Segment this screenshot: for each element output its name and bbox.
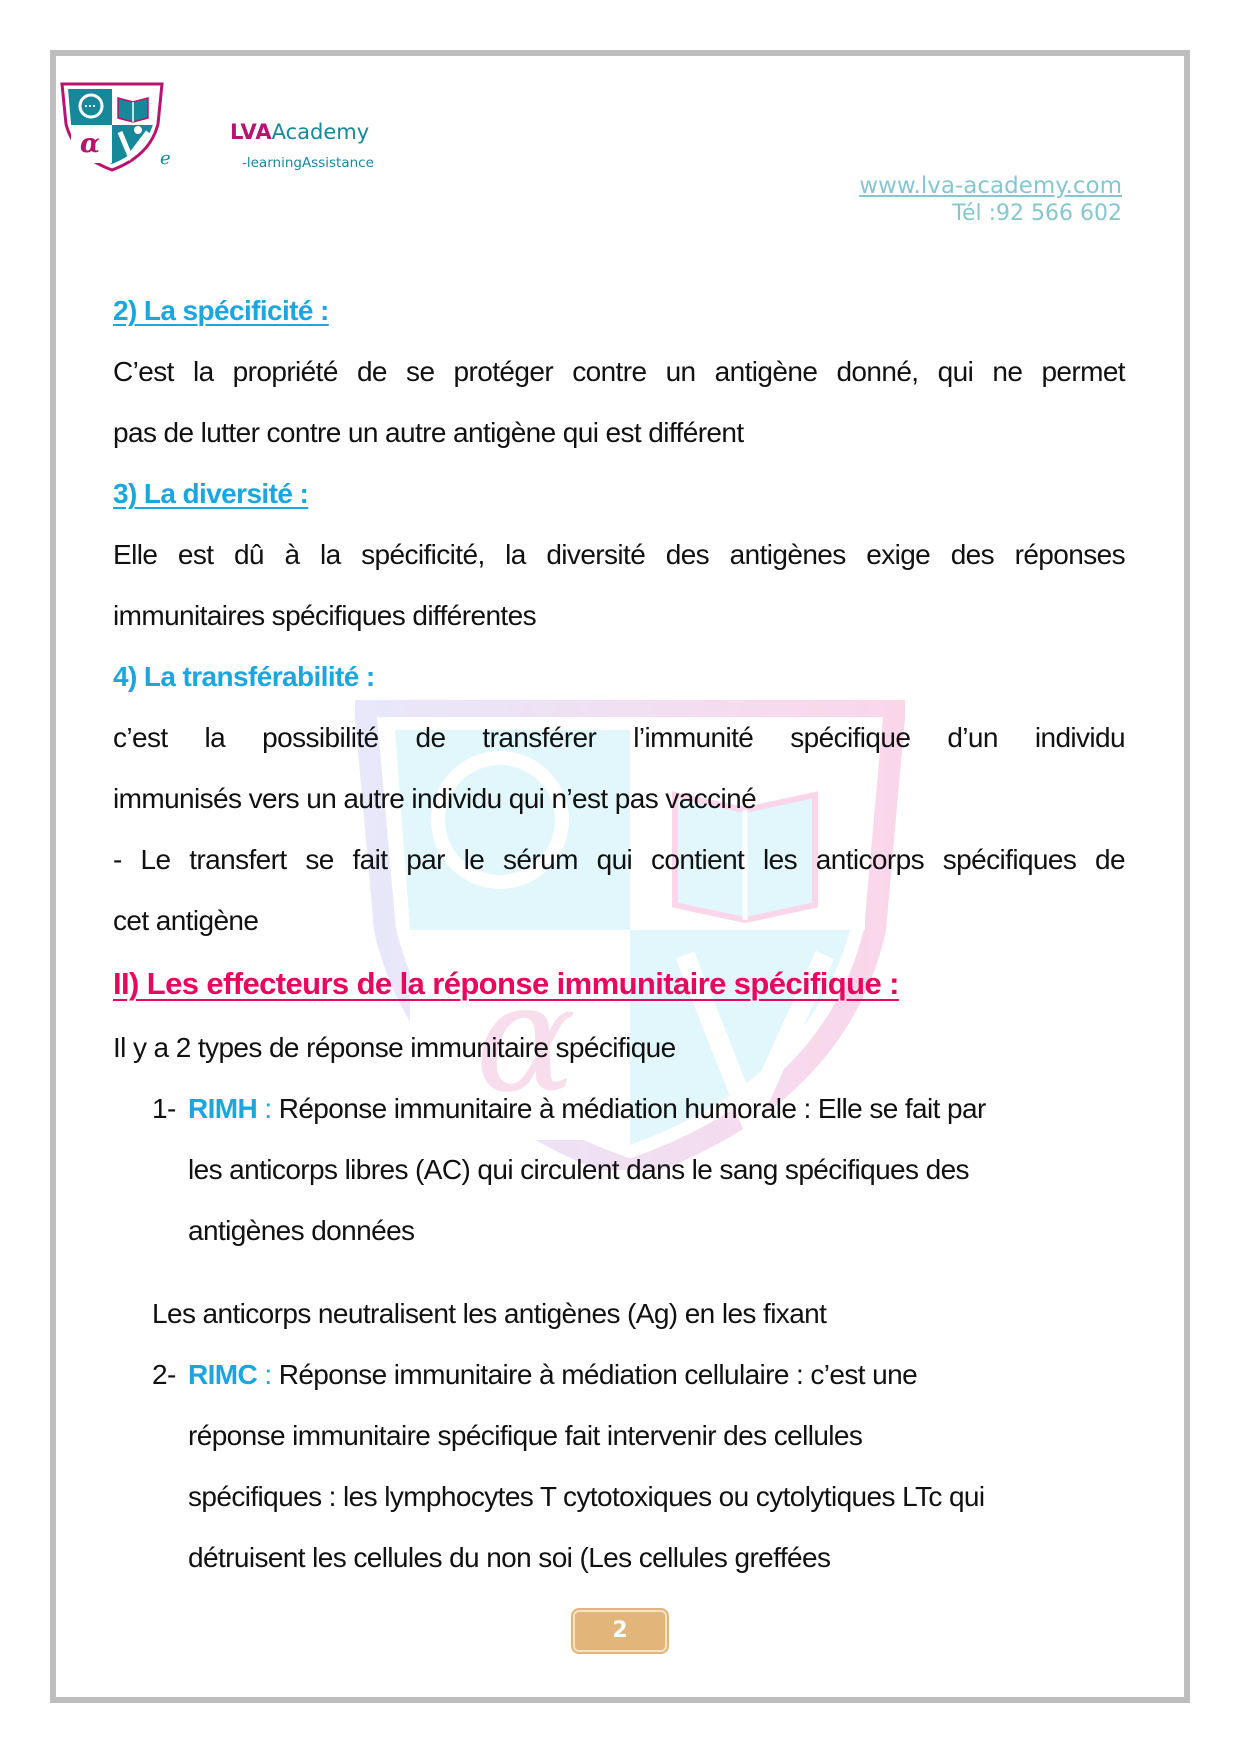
- acronym: RIMC: [188, 1359, 258, 1390]
- section-diversite: [113, 463, 1125, 524]
- paragraph-line: Elle est dû à la spécificité, la diversité des antigènes exige des réponses: [113, 539, 1125, 570]
- paragraph-line: pas de lutter contre un autre antigène qui est différent: [113, 417, 744, 448]
- item-text: Réponse immunitaire à médiation cellulaire : c’est une: [271, 1359, 918, 1390]
- list-number: 2-: [152, 1359, 176, 1390]
- brand-lva: LVA: [230, 120, 272, 144]
- list-number: 1-: [152, 1093, 176, 1124]
- item-text: Réponse immunitaire à médiation humorale : Elle se fait par: [271, 1093, 986, 1124]
- lva-academy-logo-icon: [58, 80, 166, 172]
- paragraph-line: C’est la propriété de se protéger contre un antigène donné, qui ne permet: [113, 356, 1125, 387]
- acronym: RIMH: [188, 1093, 258, 1124]
- section-transferabilite: [113, 646, 1125, 707]
- section-title: 4) La transférabilité :: [113, 661, 375, 692]
- svg-text:α: α: [475, 952, 577, 1126]
- acronym-colon: :: [257, 1093, 272, 1124]
- paragraph-line: - Le transfert se fait par le sérum qui contient les anticorps spécifiques de: [113, 844, 1125, 875]
- logo-e-letter: e: [160, 148, 171, 169]
- acronym-colon: :: [257, 1359, 272, 1390]
- page-number-badge: 2: [573, 1610, 667, 1652]
- section-specificite: [113, 280, 1125, 341]
- paragraph-line: spécifiques : les lymphocytes T cytotoxiques ou cytolytiques LTc qui: [188, 1481, 985, 1512]
- paragraph-line: les anticorps libres (AC) qui circulent dans le sang spécifiques des: [188, 1154, 969, 1185]
- spacer: [113, 1261, 1125, 1283]
- part-intro: Il y a 2 types de réponse immunitaire spécifique: [113, 1032, 676, 1063]
- contact-block: [859, 172, 1122, 228]
- brand-academy: Academy: [271, 120, 370, 144]
- list-item-rimh: [113, 1078, 1125, 1139]
- section-title: 2) La spécificité :: [113, 295, 329, 326]
- paragraph-line: détruisent les cellules du non soi (Les cellules greffées: [188, 1542, 831, 1573]
- note-line: Les anticorps neutralisent les antigènes (Ag) en les fixant: [152, 1298, 827, 1329]
- paragraph-line: immunitaires spécifiques différentes: [113, 600, 536, 631]
- document-body: [113, 280, 1125, 1588]
- paragraph-line: c’est la possibilité de transférer l’immunité spécifique d’un individu: [113, 722, 1125, 753]
- svg-text:α: α: [80, 129, 101, 159]
- website-link[interactable]: www.lva-academy.com: [859, 173, 1122, 199]
- list-item-rimc: [113, 1344, 1125, 1405]
- paragraph-line: antigènes données: [188, 1215, 415, 1246]
- section-title: 3) La diversité :: [113, 478, 309, 509]
- paragraph-line: immunisés vers un autre individu qui n’est pas vacciné: [113, 783, 757, 814]
- brand-tagline: -learningAssistance: [242, 155, 374, 171]
- brand-name: [230, 120, 369, 144]
- phone-number: Tél :92 566 602: [952, 201, 1122, 226]
- part-title: II) Les effecteurs de la réponse immunitaire spécifique :: [113, 966, 899, 1001]
- paragraph-line: cet antigène: [113, 905, 259, 936]
- paragraph-line: réponse immunitaire spécifique fait intervenir des cellules: [188, 1420, 863, 1451]
